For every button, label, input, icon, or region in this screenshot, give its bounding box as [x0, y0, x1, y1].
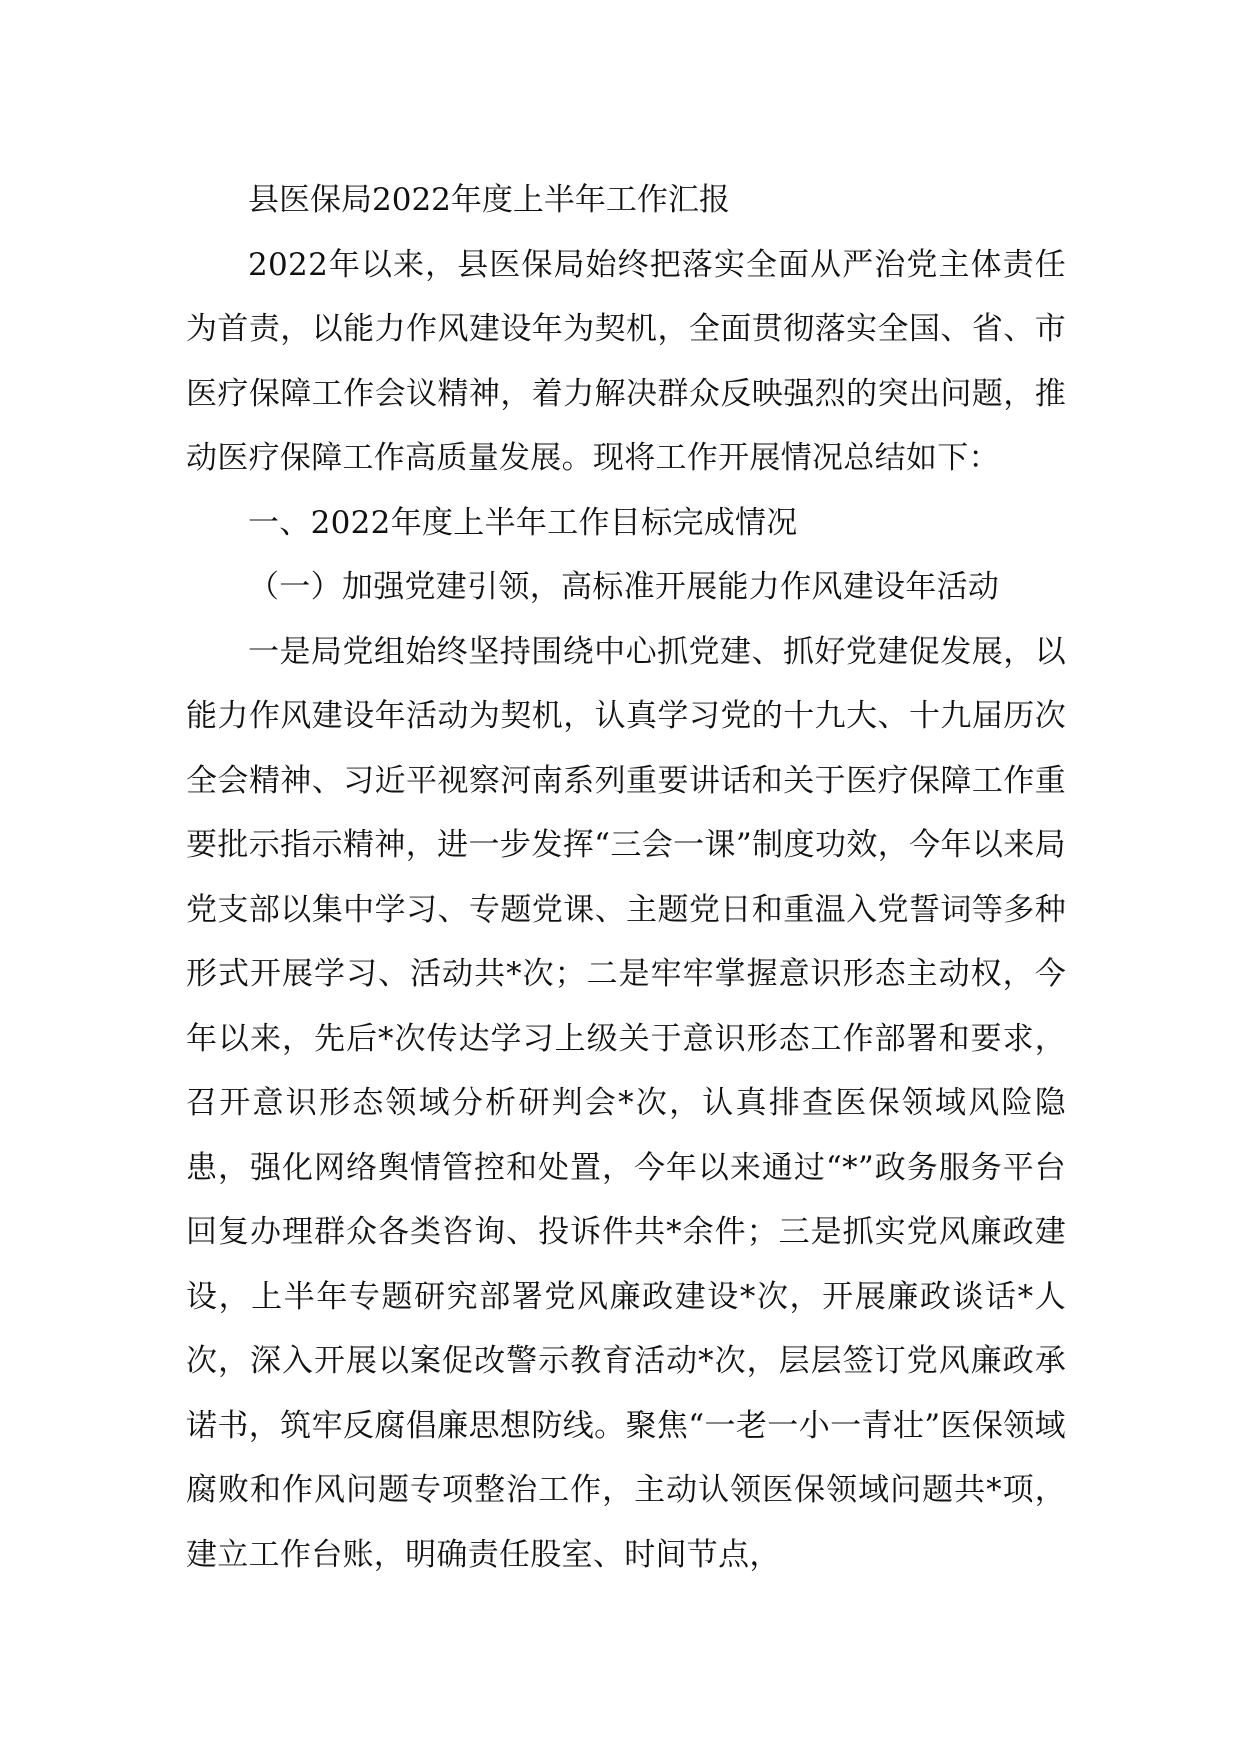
document-body [186, 168, 1066, 1587]
intro-paragraph: 2022年以来，县医保局始终把落实全面从严治党主体责任为首责，以能力作风建设年为契机，全面贯彻落实全国、省、市医疗保障工作会议精神，着力解决群众反映强烈的突出问题，推动医疗保障工作高质量发展。现将工作开展情况总结如下： [186, 246, 1066, 476]
section-heading: 一、2022年度上半年工作目标完成情况 [248, 504, 798, 541]
document-title: 县医保局2022年度上半年工作汇报 [248, 182, 730, 218]
body-paragraph: 一是局党组始终坚持围绕中心抓党建、抓好党建促发展，以能力作风建设年活动为契机，认真学习党的十九大、十九届历次全会精神、习近平视察河南系列重要讲话和关于医疗保障工作重要批示指示精神，进一步发挥“三会一课”制度功效，今年以来局党支部以集中学习、专题党课、主题党日和重温入党誓词等多种形式开展学习、活动共*次；二是牢牢掌握意识形态主动权，今年以来，先后*次传达学习上级关于意识形态工作部署和要求，召开意识形态领域分析研判会*次，认真排查医保领域风险隐患，强化网络舆情管控和处置，今年以来通过“*”政务服务平台回复办理群众各类咨询、投诉件共*余件；三是抓实党风廉政建设，上半年专题研究部署党风廉政建设*次，开展廉政谈话*人次，深入开展以案促改警示教育活动*次，层层签订党风廉政承诺书，筑牢反腐倡廉思想防线。聚焦“一老一小一青壮”医保领域腐败和作风问题专项整治工作，主动认领医保领域问题共*项，建立工作台账，明确责任股室、时间节点， [186, 633, 1066, 1573]
subsection-heading: （一）加强党建引领，高标准开展能力作风建设年活动 [248, 569, 1000, 605]
